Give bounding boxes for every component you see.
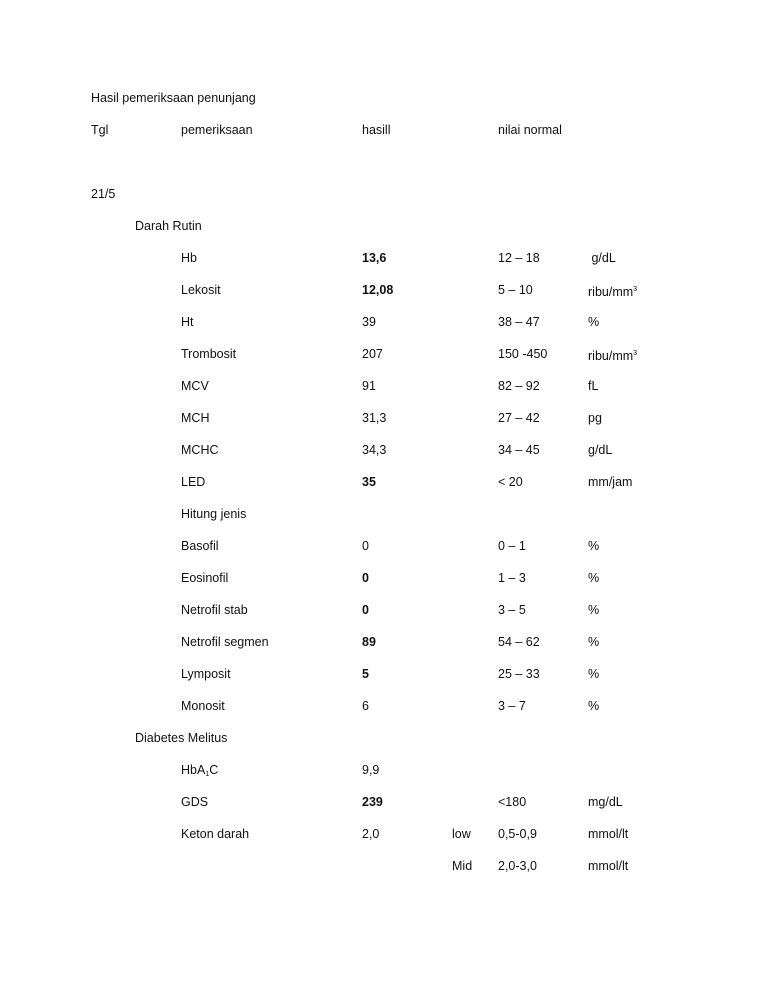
lab-row-netrofil-stab <box>0 601 768 619</box>
test-range: < 20 <box>498 475 523 489</box>
lab-row-led <box>0 473 768 491</box>
test-range: 12 – 18 <box>498 251 540 265</box>
test-name: Lekosit <box>181 283 221 297</box>
lab-row-ht <box>0 313 768 331</box>
test-range: 2,0-3,0 <box>498 859 537 873</box>
test-name: Ht <box>181 315 194 329</box>
test-unit: ribu/mm <box>588 285 634 299</box>
test-value: 91 <box>362 379 376 393</box>
section-darah-rutin <box>0 217 768 235</box>
lab-row-eosinofil <box>0 569 768 587</box>
test-name: Monosit <box>181 699 225 713</box>
lab-row-mch <box>0 409 768 427</box>
test-value: 2,0 <box>362 827 380 841</box>
lab-row-netrofil-segmen <box>0 633 768 651</box>
test-name: Eosinofil <box>181 571 229 585</box>
test-range: 0,5-0,9 <box>498 827 537 841</box>
test-range: 5 – 10 <box>498 283 533 297</box>
unit-superscript: 3 <box>633 286 638 293</box>
test-name: HbA <box>181 763 206 777</box>
test-unit: % <box>588 315 600 329</box>
test-name: Basofil <box>181 539 219 553</box>
lab-row-lekosit <box>0 281 768 299</box>
lab-row-mcv <box>0 377 768 395</box>
test-range: 82 – 92 <box>498 379 540 393</box>
test-name: Netrofil stab <box>181 603 248 617</box>
test-unit: mmol/lt <box>588 827 629 841</box>
test-value: 239 <box>362 795 383 809</box>
test-unit: mg/dL <box>588 795 623 809</box>
test-range: 3 – 7 <box>498 699 526 713</box>
unit-superscript: 3 <box>633 350 638 357</box>
test-range: 3 – 5 <box>498 603 526 617</box>
test-value: 34,3 <box>362 443 387 457</box>
test-unit: pg <box>588 411 602 425</box>
test-unit: mm/jam <box>588 475 633 489</box>
col-header-tgl: Tgl <box>91 123 109 137</box>
test-unit: g/dL <box>588 443 613 457</box>
exam-date: 21/5 <box>91 187 116 201</box>
test-range: 25 – 33 <box>498 667 540 681</box>
test-name: MCHC <box>181 443 219 457</box>
test-value: 207 <box>362 347 383 361</box>
section-label-diabetes: Diabetes Melitus <box>135 731 228 745</box>
test-range: 150 -450 <box>498 347 548 361</box>
page-heading: Hasil pemeriksaan penunjang <box>91 91 256 105</box>
test-unit: mmol/lt <box>588 859 629 873</box>
lab-row-hba1c <box>0 761 768 779</box>
test-name: Lymposit <box>181 667 231 681</box>
test-unit: g/dL <box>588 251 616 265</box>
test-value: 0 <box>362 539 369 553</box>
lab-row-basofil <box>0 537 768 555</box>
lab-row-mchc <box>0 441 768 459</box>
test-unit: % <box>588 571 600 585</box>
test-range: 1 – 3 <box>498 571 526 585</box>
test-name: LED <box>181 475 206 489</box>
test-value: 89 <box>362 635 376 649</box>
test-value: 0 <box>362 571 369 585</box>
heading-line <box>0 89 768 107</box>
lab-row-keton-mid <box>0 857 768 875</box>
test-name: MCV <box>181 379 209 393</box>
test-unit: fL <box>588 379 599 393</box>
column-header-row <box>0 121 768 139</box>
subsection-hitung-jenis <box>0 505 768 523</box>
test-name: Hb <box>181 251 197 265</box>
test-name: Trombosit <box>181 347 237 361</box>
col-header-pemeriksaan: pemeriksaan <box>181 123 253 137</box>
test-range: 38 – 47 <box>498 315 540 329</box>
test-range: <180 <box>498 795 527 809</box>
section-label-darah-rutin: Darah Rutin <box>135 219 202 233</box>
test-range: 27 – 42 <box>498 411 540 425</box>
test-unit: % <box>588 699 600 713</box>
test-name: MCH <box>181 411 210 425</box>
lab-row-gds <box>0 793 768 811</box>
test-name-group <box>181 761 218 784</box>
lab-row-keton-darah <box>0 825 768 843</box>
test-value: 35 <box>362 475 376 489</box>
test-name: GDS <box>181 795 209 809</box>
test-range: 0 – 1 <box>498 539 526 553</box>
test-value: 0 <box>362 603 369 617</box>
range-level-label: Mid <box>452 859 473 873</box>
test-name: Netrofil segmen <box>181 635 269 649</box>
range-level-label: low <box>452 827 471 841</box>
test-unit: % <box>588 603 600 617</box>
subsection-label-hitung-jenis: Hitung jenis <box>181 507 247 521</box>
test-range: 54 – 62 <box>498 635 540 649</box>
test-unit: ribu/mm <box>588 349 634 363</box>
test-unit: % <box>588 667 600 681</box>
col-header-nilai-normal: nilai normal <box>498 123 562 137</box>
test-value: 39 <box>362 315 376 329</box>
lab-row-trombosit <box>0 345 768 363</box>
lab-row-hb <box>0 249 768 267</box>
lab-row-monosit <box>0 697 768 715</box>
test-value: 9,9 <box>362 763 380 777</box>
test-name: Keton darah <box>181 827 250 841</box>
test-value: 5 <box>362 667 369 681</box>
test-unit-group <box>588 281 637 301</box>
col-header-hasil: hasill <box>362 123 391 137</box>
date-row <box>0 185 768 203</box>
name-subscript: 1 <box>205 771 210 778</box>
lab-row-lymposit <box>0 665 768 683</box>
section-diabetes <box>0 729 768 747</box>
test-unit: % <box>588 539 600 553</box>
test-value: 13,6 <box>362 251 387 265</box>
test-value: 31,3 <box>362 411 387 425</box>
test-unit: % <box>588 635 600 649</box>
test-range: 34 – 45 <box>498 443 540 457</box>
test-unit-group <box>588 345 637 365</box>
test-value: 6 <box>362 699 369 713</box>
test-name-suffix: C <box>209 763 219 777</box>
test-value: 12,08 <box>362 283 394 297</box>
